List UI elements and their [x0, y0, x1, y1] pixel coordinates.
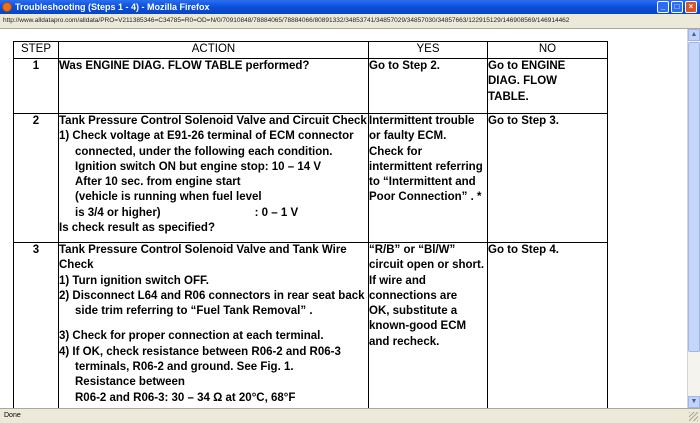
action-line: Check — [59, 259, 94, 272]
yes-line: connections are — [369, 289, 458, 302]
action-line: After 10 sec. from engine start — [75, 176, 241, 189]
vertical-scrollbar[interactable] — [687, 29, 700, 408]
yes-line: If wire and — [369, 274, 426, 287]
spacer — [59, 319, 368, 329]
action-line: connected, under the following each condition. — [75, 145, 333, 158]
yes-line: known-good ECM — [369, 320, 467, 333]
yes-cell — [369, 59, 488, 114]
header-step: STEP — [14, 42, 59, 59]
minimize-button[interactable]: _ — [657, 1, 669, 13]
window-title: Troubleshooting (Steps 1 - 4) - Mozilla Firefox — [15, 2, 210, 12]
action-line: Ignition switch ON but engine stop: 10 – 14 V — [75, 160, 321, 173]
action-line: 1) Turn ignition switch OFF. — [59, 274, 209, 287]
table-row — [14, 243, 608, 409]
yes-line: to “Intermittent and — [369, 176, 476, 189]
header-action: ACTION — [59, 42, 369, 59]
yes-line: “R/B” or “Bl/W” — [369, 244, 456, 256]
scroll-down-arrow-icon[interactable]: ▼ — [688, 396, 700, 408]
action-line: terminals, R06-2 and ground. See Fig. 1. — [75, 361, 294, 374]
action-cell — [59, 114, 369, 243]
step-number: 3 — [14, 243, 59, 409]
table-row — [14, 59, 608, 114]
no-cell — [488, 114, 608, 243]
header-no: NO — [488, 42, 608, 59]
yes-cell — [369, 243, 488, 409]
action-line: Tank Pressure Control Solenoid Valve and Circuit Check — [59, 115, 367, 127]
yes-line: Poor Connection” . * — [369, 191, 482, 204]
maximize-button[interactable]: □ — [671, 1, 683, 13]
action-line: (vehicle is running when fuel level — [75, 191, 262, 204]
no-line: TABLE. — [488, 90, 529, 103]
window-titlebar — [0, 0, 700, 14]
action-line: side trim referring to “Fuel Tank Removal” . — [75, 305, 313, 318]
no-line: DIAG. FLOW — [488, 75, 557, 88]
no-cell — [488, 59, 608, 114]
table-row — [14, 114, 608, 243]
no-line: Go to Step 4. — [488, 244, 559, 256]
action-line: Tank Pressure Control Solenoid Valve and Tank Wire — [59, 244, 347, 256]
troubleshooting-table — [13, 41, 608, 408]
action-line: 2) Disconnect L64 and R06 connectors in rear seat back — [59, 289, 365, 302]
yes-line: intermittent referring — [369, 160, 483, 173]
no-line: Go to Step 3. — [488, 115, 559, 127]
step-number: 1 — [14, 59, 59, 114]
action-text: is 3/4 or higher) — [75, 206, 161, 219]
scroll-up-arrow-icon[interactable]: ▲ — [688, 29, 700, 41]
yes-line: or faulty ECM. — [369, 130, 447, 143]
yes-line: OK, substitute a — [369, 305, 458, 318]
action-line: 1) Check voltage at E91-26 terminal of ECM connector — [59, 130, 354, 143]
address-url[interactable]: http://www.alldatapro.com/alldata/PRO=V211385346=C34785=R0=OD=N/0/70910848/78884065/78884066/80891332/34853741/34857029/34857030/34857663/122915129/146908569/146914462 — [3, 17, 570, 24]
yes-line: Intermittent trouble — [369, 115, 475, 127]
yes-line: and recheck. — [369, 335, 440, 348]
status-text: Done — [4, 412, 21, 419]
yes-line: Check for — [369, 145, 423, 158]
step-number: 2 — [14, 114, 59, 243]
address-bar[interactable] — [0, 14, 700, 29]
status-bar — [0, 408, 700, 423]
action-line: 3) Check for proper connection at each terminal. — [59, 330, 324, 343]
page-content — [0, 29, 687, 408]
action-line: 4) If OK, check resistance between R06-2 and R06-3 — [59, 345, 341, 358]
action-cell — [59, 59, 369, 114]
firefox-icon — [2, 2, 12, 12]
resize-grip-icon[interactable] — [689, 412, 698, 421]
close-button[interactable]: × — [685, 1, 697, 13]
yes-cell — [369, 114, 488, 243]
action-line — [59, 206, 368, 221]
action-line: Was ENGINE DIAG. FLOW TABLE performed? — [59, 60, 310, 72]
scrollbar-thumb[interactable] — [688, 42, 700, 352]
action-cell — [59, 243, 369, 409]
action-line: R06-2 and R06-3: 30 – 34 Ω at 20°C, 68°F — [75, 391, 296, 404]
yes-line: Go to Step 2. — [369, 60, 440, 72]
yes-line: circuit open or short. — [369, 259, 485, 272]
action-line: Resistance between — [75, 376, 185, 389]
table-header-row — [14, 42, 608, 59]
no-cell — [488, 243, 608, 409]
no-line: Go to ENGINE — [488, 60, 566, 72]
action-value: : 0 – 1 V — [254, 206, 299, 219]
action-line: Is check result as specified? — [59, 222, 215, 235]
header-yes: YES — [369, 42, 488, 59]
